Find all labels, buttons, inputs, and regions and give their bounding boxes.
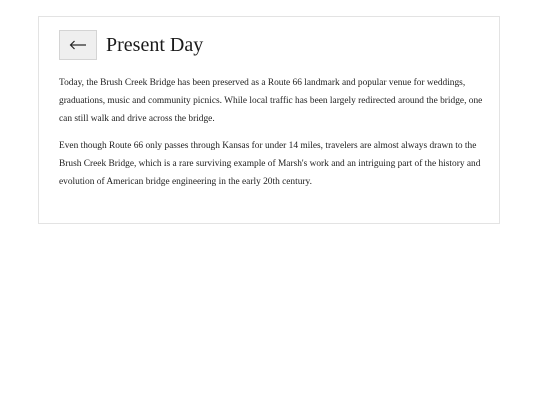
left-arrow-icon: [69, 40, 87, 50]
page-header: [59, 29, 203, 61]
back-button[interactable]: [59, 30, 97, 60]
paragraph-2: Even though Route 66 only passes through Kansas for under 14 miles, travelers are almost always drawn to the Brush Creek Bridge, which is a rare surviving example of Marsh's work and an intriguing part of the history and evolution of American bridge engineering in the early 20th century.: [59, 141, 481, 187]
paragraph-1: Today, the Brush Creek Bridge has been preserved as a Route 66 landmark and popular venue for weddings, graduations, music and community picnics. While local traffic has been largely redirected around the bridge, one can still walk and drive across the bridge.: [59, 78, 483, 124]
content-card: [38, 16, 500, 224]
article-body: [59, 74, 487, 200]
page-title: Present Day: [106, 34, 204, 56]
